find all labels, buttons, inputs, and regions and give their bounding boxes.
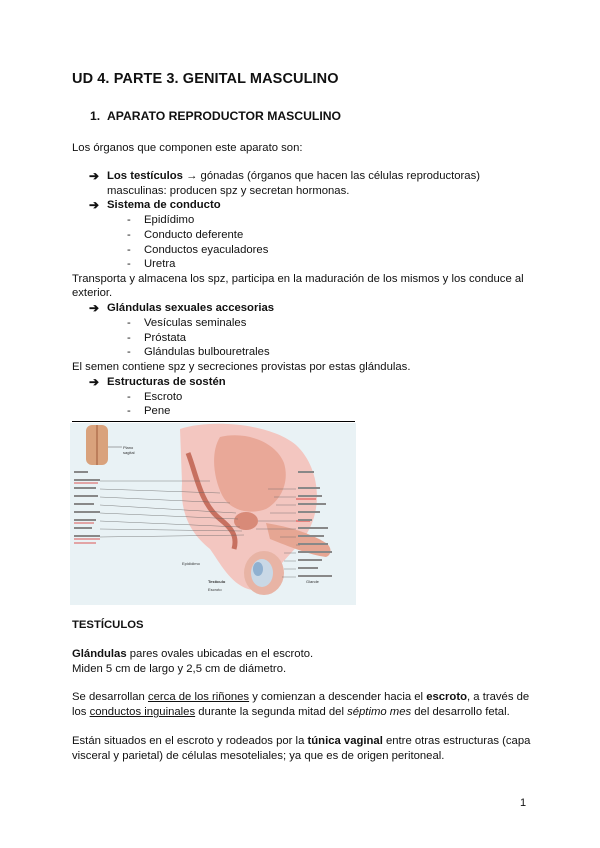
conducto-note-line2: exterior. [72, 287, 113, 299]
label-escroto: Escroto [208, 587, 222, 592]
dash-bullet-icon: - [127, 229, 131, 241]
list-item: Escroto [144, 391, 183, 403]
bullet-testiculos-line2: masculinas: producen spz y secretan hormonas. [107, 185, 350, 197]
arrow-bullet-icon: ➔ [89, 301, 100, 315]
paragraph-1-bold: Glándulas [72, 648, 127, 660]
inset-label: Plano [123, 445, 134, 450]
label-epididimo: Epidídimo [182, 561, 200, 566]
dash-bullet-icon: - [127, 405, 131, 417]
conducto-note-line1: Transporta y almacena los spz, participa en la maduración de los mismos y los conduce al [72, 273, 524, 285]
label-glande: Glande [306, 579, 319, 584]
paragraph-3-text: entre otras estructuras (capa [382, 735, 531, 747]
underlined-phrase: cerca de los riñones [147, 691, 250, 703]
list-item: Conductos eyaculadores [144, 244, 269, 256]
bullet-testiculos-rest: → gónadas (órganos que hacen las células reproductoras) [182, 170, 481, 182]
glandulas-note: El semen contiene spz y secreciones provistas por estas glándulas. [72, 361, 411, 373]
divider-line [72, 421, 355, 422]
paragraph-2-text: , a través de [467, 691, 530, 703]
section-title: APARATO REPRODUCTOR MASCULINO [106, 109, 342, 123]
paragraph-1-rest: pares ovales ubicadas en el escroto. [126, 648, 314, 660]
arrow-bullet-icon: ➔ [89, 169, 100, 183]
section-number: 1. [90, 109, 101, 123]
dash-bullet-icon: - [127, 244, 131, 256]
list-item: Epidídimo [144, 214, 195, 226]
underlined-phrase: conductos inguinales [89, 706, 196, 718]
list-item: Vesículas seminales [144, 317, 247, 329]
paragraph-2-text: y comienzan a descender hacia el [249, 691, 427, 703]
dash-bullet-icon: - [127, 258, 131, 270]
bullet-testiculos [107, 169, 480, 184]
list-item: Glándulas bulbouretrales [144, 346, 270, 358]
dash-bullet-icon: - [127, 332, 131, 344]
bullet-glandulas: Glándulas sexuales accesorias [107, 302, 275, 314]
dash-bullet-icon: - [127, 214, 131, 226]
paragraph-3-bold: túnica vaginal [307, 735, 383, 747]
dash-bullet-icon: - [127, 317, 131, 329]
list-item: Uretra [144, 258, 176, 270]
list-item: Conducto deferente [144, 229, 244, 241]
bullet-testiculos-bold: Los testículos [107, 170, 183, 182]
list-item: Próstata [144, 332, 187, 344]
paragraph-2-text: los [72, 706, 90, 718]
dash-bullet-icon: - [127, 346, 131, 358]
dash-bullet-icon: - [127, 391, 131, 403]
epididymis-organ [253, 562, 263, 576]
document-title: UD 4. PARTE 3. GENITAL MASCULINO [72, 71, 339, 87]
page-number: 1 [520, 797, 527, 809]
section-heading-testiculos: TESTÍCULOS [72, 619, 144, 631]
intro-text: Los órganos que componen este aparato son: [72, 142, 303, 154]
bullet-conducto: Sistema de conducto [107, 199, 221, 211]
paragraph-2-text: durante la segunda mitad del [195, 706, 348, 718]
paragraph-3-line1 [72, 734, 530, 749]
paragraph-2-bold: escroto [426, 691, 467, 703]
paragraph-2-text: del desarrollo fetal. [411, 706, 510, 718]
paragraph-3-text: Están situados en el escroto y rodeados por la [72, 735, 308, 747]
paragraph-1-line1 [72, 647, 313, 662]
paragraph-2-line1 [72, 690, 529, 705]
paragraph-2-italic: séptimo mes [347, 706, 412, 718]
paragraph-3-line2: visceral y parietal) de células mesoteliales; ya que es de origen peritoneal. [72, 750, 445, 762]
arrow-bullet-icon: ➔ [89, 198, 100, 212]
anatomy-figure [70, 423, 356, 605]
paragraph-2-text: Se desarrollan [72, 691, 148, 703]
paragraph-1-line2: Miden 5 cm de largo y 2,5 cm de diámetro. [72, 663, 287, 675]
bullet-soporte: Estructuras de sostén [107, 376, 226, 388]
section-heading [90, 109, 341, 123]
prostate-organ [234, 512, 258, 530]
paragraph-2-line2 [72, 705, 510, 720]
arrow-bullet-icon: ➔ [89, 375, 100, 389]
label-testiculo: Testículo [208, 579, 226, 584]
inset-label: sagital [123, 450, 135, 455]
list-item: Pene [144, 405, 171, 417]
